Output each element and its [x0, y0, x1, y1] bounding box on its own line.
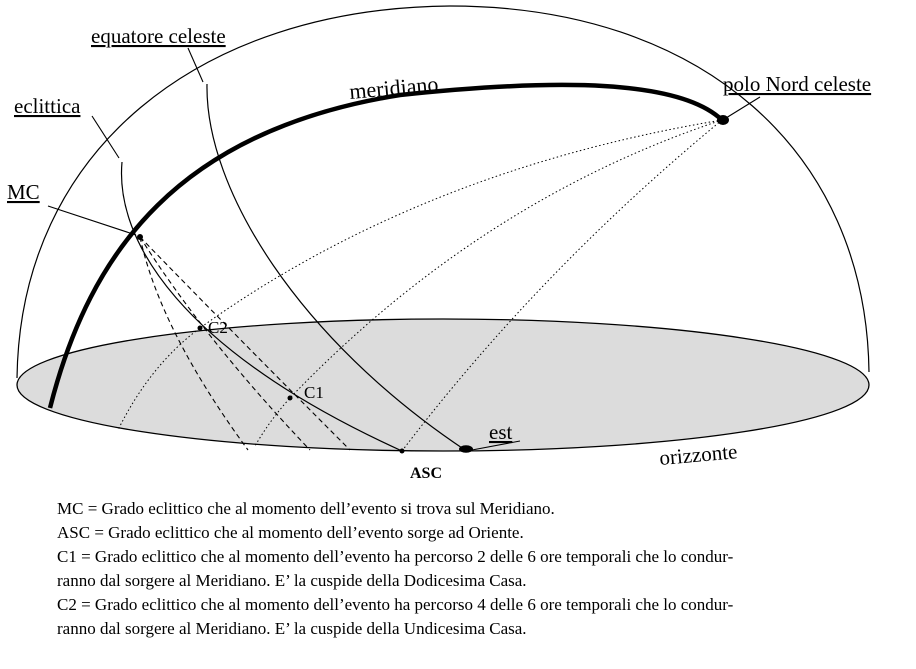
legend-line-c2-b: ranno dal sorgere al Meridiano. E’ la cuspide della Undicesima Casa. [57, 619, 527, 638]
legend-line-c1-b: ranno dal sorgere al Meridiano. E’ la cuspide della Dodicesima Casa. [57, 571, 527, 590]
equator-label: equatore celeste [91, 24, 226, 48]
horizon-plane [17, 319, 869, 451]
pointer-mc [48, 206, 136, 235]
legend-text [57, 497, 897, 641]
legend-line-mc: MC = Grado eclittico che al momento dell’evento si trova sul Meridiano. [57, 499, 555, 518]
asc-label: ASC [410, 465, 443, 482]
mc-point [137, 234, 143, 240]
legend-line-asc: ASC = Grado eclittico che al momento dell’evento sorge ad Oriente. [57, 523, 524, 542]
mc-label: MC [7, 180, 40, 204]
horizon-label: orizzonte [658, 439, 739, 470]
north-pole-label: polo Nord celeste [723, 72, 872, 96]
asc-point [400, 449, 405, 454]
legend-line-c1-a: C1 = Grado eclittico che al momento dell’evento ha percorso 2 delle 6 ore temporali che lo condur- [57, 547, 734, 566]
east-label: est [489, 420, 513, 444]
meridian-label: meridiano [348, 71, 440, 104]
legend-line-c2-a: C2 = Grado eclittico che al momento dell’evento ha percorso 4 delle 6 ore temporali che lo condur- [57, 595, 734, 614]
c1-point [288, 396, 293, 401]
east-point [459, 445, 473, 453]
c2-label: C2 [208, 318, 228, 337]
ecliptic-label: eclittica [14, 94, 81, 118]
c2-point [198, 326, 203, 331]
north-pole-point [717, 115, 729, 125]
c1-label: C1 [304, 383, 324, 402]
pointer-equator [188, 48, 203, 82]
